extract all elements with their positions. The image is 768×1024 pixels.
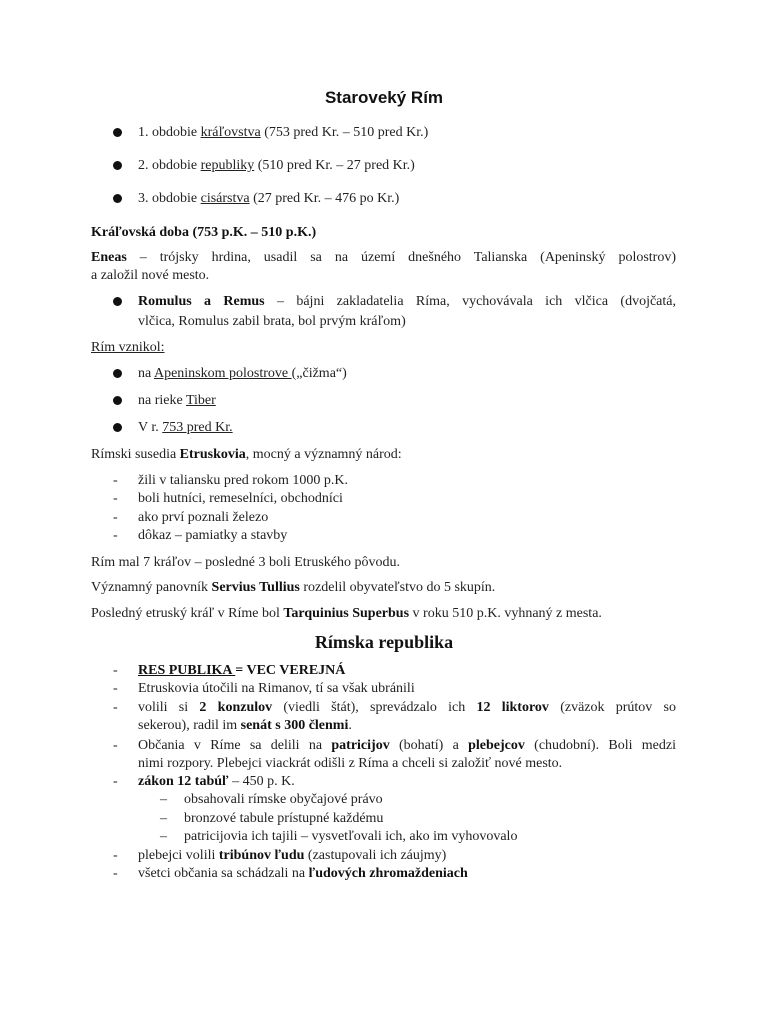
dash-icon: - — [113, 738, 118, 753]
etrusk-item-2: boli hutníci, remeselníci, obchodníci — [138, 491, 343, 506]
tribunes-line: plebejci volili tribúnov ľudu (zastupovali ich záujmy) — [138, 848, 447, 863]
period-1: 1. obdobie kráľovstva (753 pred Kr. – 510 pred Kr.) — [138, 125, 429, 140]
kings-count: Rím mal 7 kráľov – posledné 3 boli Etruského pôvodu. — [91, 555, 400, 570]
dash-icon: - — [113, 663, 118, 678]
bullet-icon — [113, 396, 122, 405]
res-publika: RES PUBLIKA = VEC VEREJNÁ — [138, 663, 346, 678]
section-title-republic: Rímska republika — [314, 632, 454, 652]
origin-item-1: na Apeninskom polostrove („čižma“) — [138, 366, 347, 381]
etrusk-item-1: žili v taliansku pred rokom 1000 p.K. — [138, 473, 348, 488]
republic-attack: Etruskovia útočili na Rimanov, tí sa však ubránili — [138, 681, 415, 696]
bullet-icon — [113, 369, 122, 378]
romulus-line-1: Romulus a Remus – bájni zakladatelia Ríma, vychovávala ich vlčica (dvojčatá, — [138, 294, 676, 309]
origin-heading: Rím vznikol: — [91, 340, 165, 355]
etrusk-item-3: ako prví poznali železo — [138, 510, 269, 525]
dash-icon: - — [113, 510, 118, 525]
servius-line: Významný panovník Servius Tullius rozdelil obyvateľstvo do 5 skupín. — [91, 580, 496, 595]
dash-icon: - — [113, 528, 118, 543]
page-title: Staroveký Rím — [324, 88, 444, 107]
dash-icon: - — [113, 774, 118, 789]
citizens-line-1: Občania v Ríme sa delili na patricijov (bohatí) a plebejcov (chudobní). Boli medzi — [138, 738, 676, 753]
romulus-line-2: vlčica, Romulus zabil brata, bol prvým kráľom) — [138, 314, 406, 329]
emdash-icon: – — [160, 811, 167, 826]
law-item-1: obsahovali rímske obyčajové právo — [184, 792, 383, 807]
etrusk-item-4: dôkaz – pamiatky a stavby — [138, 528, 288, 543]
tarquinius-line: Posledný etruský kráľ v Ríme bol Tarquinius Superbus v roku 510 p.K. vyhnaný z mesta. — [91, 606, 602, 621]
assembly-line: všetci občania sa schádzali na ľudových zhromaždeniach — [138, 866, 468, 881]
dash-icon: - — [113, 866, 118, 881]
law-line: zákon 12 tabúľ – 450 p. K. — [138, 774, 295, 789]
dash-icon: - — [113, 848, 118, 863]
period-2: 2. obdobie republiky (510 pred Kr. – 27 pred Kr.) — [138, 158, 415, 173]
emdash-icon: – — [160, 829, 167, 844]
etrusk-intro: Rímski susedia Etruskovia, mocný a významný národ: — [91, 447, 402, 462]
bullet-icon — [113, 194, 122, 203]
law-item-3: patricijovia ich tajili – vysvetľovali ich, ako im vyhovovalo — [184, 829, 518, 844]
eneas-line-1: Eneas – trójsky hrdina, usadil sa na území dnešného Talianska (Apeninský polostrov) — [91, 250, 676, 265]
bullet-icon — [113, 128, 122, 137]
kings-heading: Kráľovská doba (753 p.K. – 510 p.K.) — [91, 225, 317, 240]
eneas-line-2: a založil nové mesto. — [91, 268, 210, 283]
consuls-line-2: sekerou), radil im senát s 300 členmi. — [138, 718, 352, 733]
bullet-icon — [113, 297, 122, 306]
bullet-icon — [113, 161, 122, 170]
origin-item-3: V r. 753 pred Kr. — [138, 420, 233, 435]
citizens-line-2: nimi rozpory. Plebejci viackrát odišli z Ríma a chceli si založiť nové mesto. — [138, 756, 563, 771]
consuls-line-1: volili si 2 konzulov (viedli štát), sprevádzalo ich 12 liktorov (zväzok prútov so — [138, 700, 676, 715]
origin-item-2: na rieke Tiber — [138, 393, 216, 408]
dash-icon: - — [113, 700, 118, 715]
law-item-2: bronzové tabule prístupné každému — [184, 811, 384, 826]
period-3: 3. obdobie cisárstva (27 pred Kr. – 476 po Kr.) — [138, 191, 400, 206]
emdash-icon: – — [160, 792, 167, 807]
bullet-icon — [113, 423, 122, 432]
dash-icon: - — [113, 681, 118, 696]
dash-icon: - — [113, 473, 118, 488]
dash-icon: - — [113, 491, 118, 506]
